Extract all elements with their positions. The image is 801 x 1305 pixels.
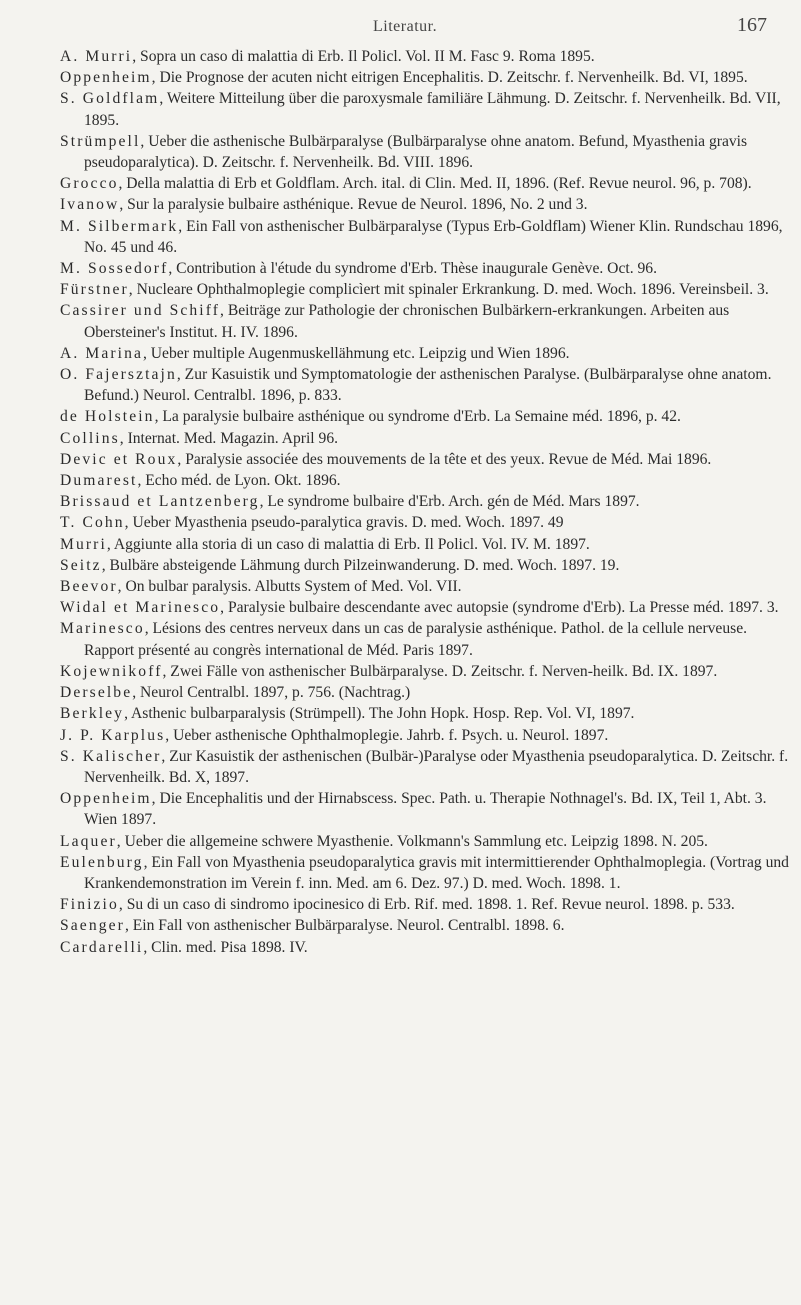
- entry-author: S. Kalischer: [60, 747, 162, 765]
- entry-author: de Holstein: [60, 408, 155, 426]
- page-number: 167: [737, 14, 767, 36]
- bibliography-entry: [60, 915, 794, 936]
- bibliography-entry: [60, 852, 794, 894]
- entry-author: Saenger: [60, 917, 125, 935]
- entry-author: Brissaud et Lantzenberg: [60, 493, 260, 511]
- running-title: Literatur.: [373, 18, 438, 35]
- entry-citation: , On bulbar paralysis. Albutts System of Med. Vol. VII.: [117, 578, 462, 596]
- entry-author: Seitz: [60, 556, 102, 574]
- entry-author: Berkley: [60, 705, 125, 723]
- entry-citation: , Zwei Fälle von asthenischer Bulbärparalyse. D. Zeitschr. f. Nerven-heilk. Bd. IX. 1897.: [162, 662, 718, 680]
- entry-author: O. Fajersztajn: [60, 366, 177, 384]
- running-head: [0, 10, 801, 40]
- entry-author: Eulenburg: [60, 853, 144, 871]
- bibliography-entry: [60, 937, 794, 958]
- entry-author: Murri: [60, 535, 107, 553]
- entry-author: Devic et Roux: [60, 450, 178, 468]
- entry-author: Dumarest: [60, 472, 138, 490]
- bibliography-entry: [60, 279, 794, 300]
- entry-citation: , Sopra un caso di malattia di Erb. Il Policl. Vol. II M. Fasc 9. Roma 1895.: [132, 48, 595, 65]
- entry-author: Cassirer und Schiff: [60, 302, 221, 320]
- entry-citation: , Ueber asthenische Ophthalmoplegie. Jahrb. f. Psych. u. Neurol. 1897.: [165, 726, 609, 744]
- bibliography-entry: [60, 194, 794, 215]
- bibliography-entry: [60, 788, 794, 830]
- entry-author: Oppenheim: [60, 69, 152, 87]
- entry-citation: , Ueber Myasthenia pseudo-paralytica gravis. D. med. Woch. 1897. 49: [124, 514, 564, 532]
- bibliography-entry: [60, 88, 794, 130]
- entry-citation: , Clin. med. Pisa 1898. IV.: [143, 938, 308, 956]
- entry-author: Finizio: [60, 896, 119, 914]
- bibliography-list: [60, 46, 794, 958]
- entry-citation: , Ueber die allgemeine schwere Myasthenie. Volkmann's Sammlung etc. Leipzig 1898. N. 205.: [116, 832, 708, 850]
- entry-citation: , Ueber multiple Augenmuskellähmung etc. Leipzig und Wien 1896.: [143, 344, 570, 362]
- entry-citation: , Die Prognose der acuten nicht eitrigen Encephalitis. D. Zeitschr. f. Nervenheilk. Bd. VI, 1895.: [151, 69, 748, 87]
- entry-author: Grocco: [60, 175, 119, 193]
- entry-citation: , Asthenic bulbarparalysis (Strümpell). The John Hopk. Hosp. Rep. Vol. VI, 1897.: [124, 705, 635, 723]
- bibliography-entry: [60, 894, 794, 915]
- entry-author: Collins: [60, 429, 120, 447]
- bibliography-entry: [60, 725, 794, 746]
- entry-author: Ivanow: [60, 196, 120, 214]
- entry-citation: , Lésions des centres nerveux dans un cas de paralysie asthénique. Pathol. de la cellule nerveuse. Rapport présenté au congrès international de Méd. Paris 1897.: [84, 620, 748, 659]
- entry-citation: , Weitere Mitteilung über die paroxysmale familiäre Lähmung. D. Zeitschr. f. Nervenheilk. Bd. VII, 1895.: [84, 90, 781, 129]
- entry-citation: , Die Encephalitis und der Hirnabscess. Spec. Path. u. Therapie Nothnagel's. Bd. IX, Teil 1, Abt. 3. Wien 1897.: [84, 790, 767, 829]
- bibliography-entry: [60, 555, 794, 576]
- bibliography-entry: [60, 67, 794, 88]
- entry-citation: , Ueber die asthenische Bulbärparalyse (Bulbärparalyse ohne anatom. Befund, Myasthenia gravis pseudoparalytica). D. Zeitschr. f. Nervenheilk. Bd. VIII. 1896.: [84, 132, 748, 172]
- entry-author: Kojewnikoff: [60, 662, 163, 680]
- entry-author: Laquer: [60, 832, 117, 850]
- entry-citation: , Zur Kasuistik und Symptomatologie der asthenischen Paralyse. (Bulbärparalyse ohne anatom. Befund.) Neurol. Centralbl. 1896, p. 833.: [84, 366, 772, 405]
- entry-citation: , Internat. Med. Magazin. April 96.: [119, 429, 339, 447]
- entry-author: S. Goldflam: [60, 90, 160, 108]
- bibliography-entry: [60, 173, 794, 194]
- bibliography-entry: [60, 597, 794, 618]
- entry-citation: , Sur la paralysie bulbaire asthénique. Revue de Neurol. 1896, No. 2 und 3.: [119, 196, 588, 214]
- bibliography-entry: [60, 216, 794, 258]
- entry-citation: , Contribution à l'étude du syndrome d'Erb. Thèse inaugurale Genève. Oct. 96.: [168, 260, 657, 278]
- entry-citation: , Nucleare Ophthalmoplegie complicìert mit spinaler Erkrankung. D. med. Woch. 1896. Vereinsbeil. 3.: [128, 281, 769, 299]
- entry-citation: , La paralysie bulbaire asthénique ou syndrome d'Erb. La Semaine méd. 1896, p. 42.: [154, 408, 681, 426]
- entry-author: Fürstner: [60, 281, 129, 299]
- entry-citation: , Paralysie bulbaire descendante avec autopsie (syndrome d'Erb). La Presse méd. 1897. 3.: [220, 599, 779, 617]
- bibliography-entry: [60, 406, 794, 427]
- entry-author: Strümpell: [60, 132, 141, 150]
- entry-author: M. Sossedorf: [60, 260, 169, 278]
- bibliography-entry: [60, 661, 794, 682]
- bibliography-entry: [60, 703, 794, 724]
- bibliography-entry: [60, 449, 794, 470]
- bibliography-entry: [60, 491, 794, 512]
- bibliography-entry: [60, 300, 794, 342]
- bibliography-entry: [60, 534, 794, 555]
- entry-citation: , Della malattia di Erb et Goldflam. Arch. ital. di Clin. Med. II, 1896. (Ref. Revue neurol. 96, p. 708).: [118, 175, 752, 193]
- bibliography-entry: [60, 682, 794, 703]
- entry-citation: , Su di un caso di sindromo ipocinesico di Erb. Rif. med. 1898. 1. Ref. Revue neurol. 1898. p. 533.: [118, 896, 735, 914]
- bibliography-entry: [60, 258, 794, 279]
- bibliography-entry: [60, 364, 794, 406]
- entry-author: Derselbe: [60, 684, 133, 702]
- entry-author: Beevor: [60, 578, 118, 596]
- bibliography-entry: [60, 428, 794, 449]
- entry-citation: , Zur Kasuistik der asthenischen (Bulbär-)Paralyse oder Myasthenia pseudoparalytica. D. Zeitschr. f. Nervenheilk. Bd. X, 1897.: [84, 747, 789, 786]
- bibliography-entry: [60, 618, 794, 660]
- bibliography-entry: [60, 746, 794, 788]
- entry-citation: , Ein Fall von Myasthenia pseudoparalytica gravis mit intermittierender Ophthalmoplegia. (Vortrag und Krankendemonstration im Verein f. inn. Med. am 6. Dez. 97.) D. med. Woch. 1898. 1.: [84, 853, 789, 892]
- entry-author: Oppenheim: [60, 790, 152, 808]
- entry-author: M. Silbermark: [60, 217, 179, 235]
- entry-citation: , Bulbäre absteigende Lähmung durch Pilzeinwanderung. D. med. Woch. 1897. 19.: [101, 556, 620, 574]
- entry-citation: , Aggiunte alla storia di un caso di malattia di Erb. Il Policl. Vol. IV. M. 1897.: [106, 535, 590, 553]
- bibliography-entry: [60, 343, 794, 364]
- entry-author: Widal et Marinesco: [60, 599, 221, 617]
- entry-citation: , Beiträge zur Pathologie der chronischen Bulbärkern-erkrankungen. Arbeiten aus Obersteiner's Institut. H. IV. 1896.: [84, 302, 730, 341]
- entry-citation: , Ein Fall von asthenischer Bulbärparalyse (Typus Erb-Goldflam) Wiener Klin. Rundschau 1896, No. 45 und 46.: [84, 217, 783, 256]
- bibliography-entry: [60, 470, 794, 491]
- entry-author: A. Marina: [60, 344, 143, 362]
- entry-citation: , Echo méd. de Lyon. Okt. 1896.: [137, 472, 341, 490]
- bibliography-entry: [60, 831, 794, 852]
- entry-author: Cardarelli: [60, 938, 144, 956]
- entry-citation: , Neurol Centralbl. 1897, p. 756. (Nachtrag.): [132, 684, 411, 702]
- bibliography-entry: [60, 131, 794, 173]
- bibliography-entry: [60, 512, 794, 533]
- entry-citation: , Le syndrome bulbaire d'Erb. Arch. gén de Méd. Mars 1897.: [259, 493, 640, 511]
- entry-author: J. P. Karplus: [60, 726, 166, 744]
- entry-author: A. Murri: [60, 48, 133, 65]
- bibliography-entry: [60, 46, 794, 67]
- bibliography-entry: [60, 576, 794, 597]
- entry-citation: , Ein Fall von asthenischer Bulbärparalyse. Neurol. Centralbl. 1898. 6.: [124, 917, 565, 935]
- entry-author: T. Cohn: [60, 514, 125, 532]
- entry-citation: , Paralysie associée des mouvements de la tête et des yeux. Revue de Méd. Mai 1896.: [177, 450, 712, 468]
- entry-author: Marinesco: [60, 620, 145, 638]
